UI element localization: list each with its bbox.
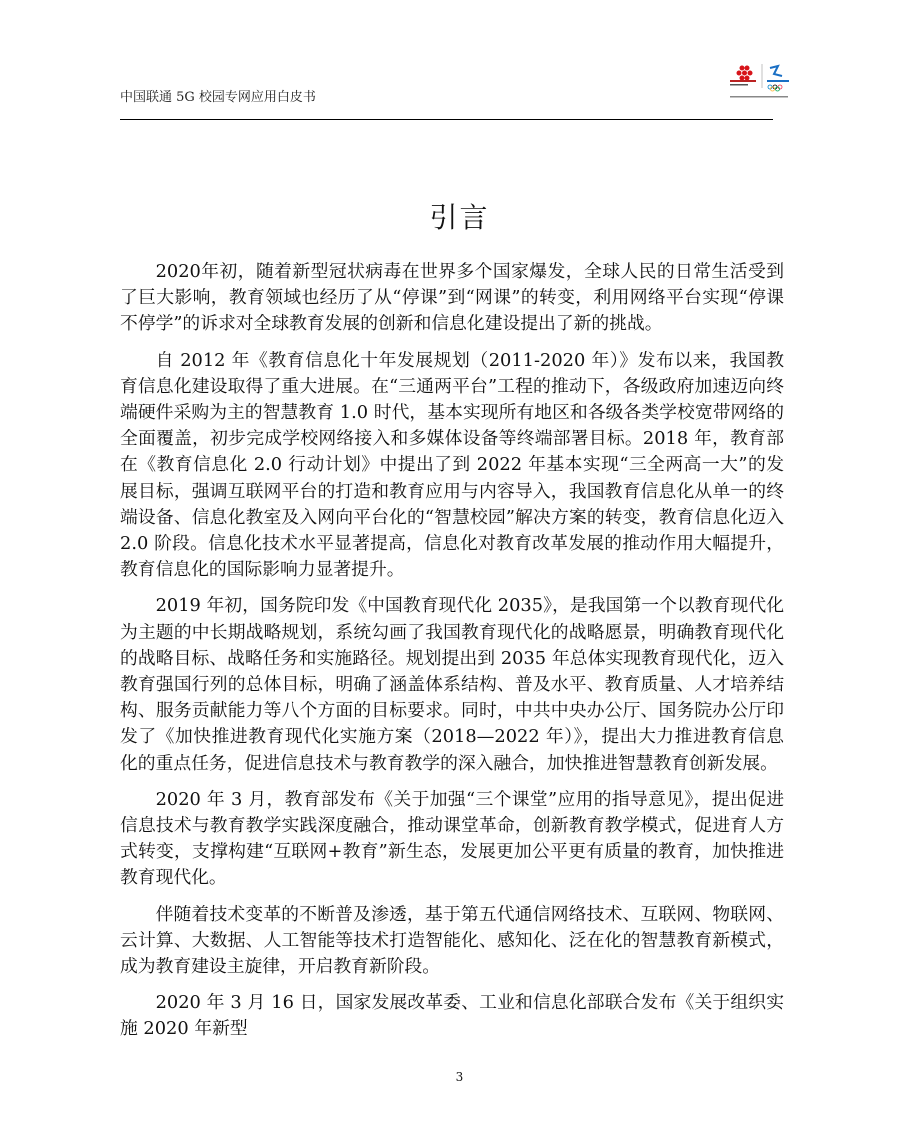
china-unicom-beijing-2022-logo <box>726 62 796 102</box>
section-heading: 引言 <box>429 201 490 234</box>
page-number: 3 <box>455 1069 464 1084</box>
paragraph: 伴随着技术变革的不断普及渗透，基于第五代通信网络技术、互联网、物联网、云计算、大数据、人工智能等技术打造智能化、感知化、泛在化的智慧教育新模式，成为教育建设主旋律，开启教育新阶段。 <box>120 903 784 978</box>
paragraph: 2019 年初，国务院印发《中国教育现代化 2035》，是我国第一个以教育现代化为主题的中长期战略规划，系统勾画了我国教育现代化的战略愿景，明确教育现代化的战略目标、战略任务和实施路径。规划提出到 2035 年总体实现教育现代化，迈入教育强国行列的总体目标，明确了涵盖体系结构、普及水平、教育质量、人才培养结构、服务贡献能力等八个方面的目标要求。同时，中共中央办公厅、国务院办公厅印发了《加快推进教育现代化实施方案（2018—2022 年）》，提出大力推进教育信息化的重点任务，促进信息技术与教育教学的深入融合，加快推进智慧教育创新发展。 <box>120 595 784 774</box>
paragraph: 自 2012 年《教育信息化十年发展规划（2011-2020 年）》发布以来，我国教育信息化建设取得了重大进展。在“三通两平台”工程的推动下，各级政府加速迈向终端硬件采购为主的智慧教育 1.0 时代，基本实现所有地区和各级各类学校宽带网络的全面覆盖，初步完成学校网络接入和多媒体设备等终端部署目标。2018 年，教育部在《教育信息化 2.0 行动计划》中提出了到 2022 年基本实现“三全两高一大”的发展目标，强调互联网平台的打造和教育应用与内容导入，我国教育信息化从单一的终端设备、信息化教室及入网向平台化的“智慧校园”解决方案的转变，教育信息化迈入 2.0 阶段。信息化技术水平显著提高，信息化对教育改革发展的推动作用大幅提升，教育信息化的国际影响力显著提升。 <box>120 349 784 581</box>
header-divider <box>120 119 773 120</box>
paragraph: 2020 年 3 月 16 日，国家发展改革委、工业和信息化部联合发布《关于组织实施 2020 年新型 <box>120 992 784 1040</box>
page-content <box>120 259 784 1085</box>
paragraph: 2020年初，随着新型冠状病毒在世界多个国家爆发，全球人民的日常生活受到了巨大影响，教育领域也经历了从“停课”到“网课”的转变，利用网络平台实现“停课不停学”的诉求对全球教育发展的创新和信息化建设提出了新的挑战。 <box>120 261 784 335</box>
document-body <box>120 259 784 1053</box>
paragraph: 2020 年 3 月，教育部发布《关于加强“三个课堂”应用的指导意见》，提出促进信息技术与教育教学实践深度融合，推动课堂革命，创新教育教学模式，促进育人方式转变，支撑构建“互联网+教育”新生态，发展更加公平更有质量的教育，加快推进教育现代化。 <box>120 788 784 889</box>
running-header-title: 中国联通 5G 校园专网应用白皮书 <box>120 90 316 105</box>
